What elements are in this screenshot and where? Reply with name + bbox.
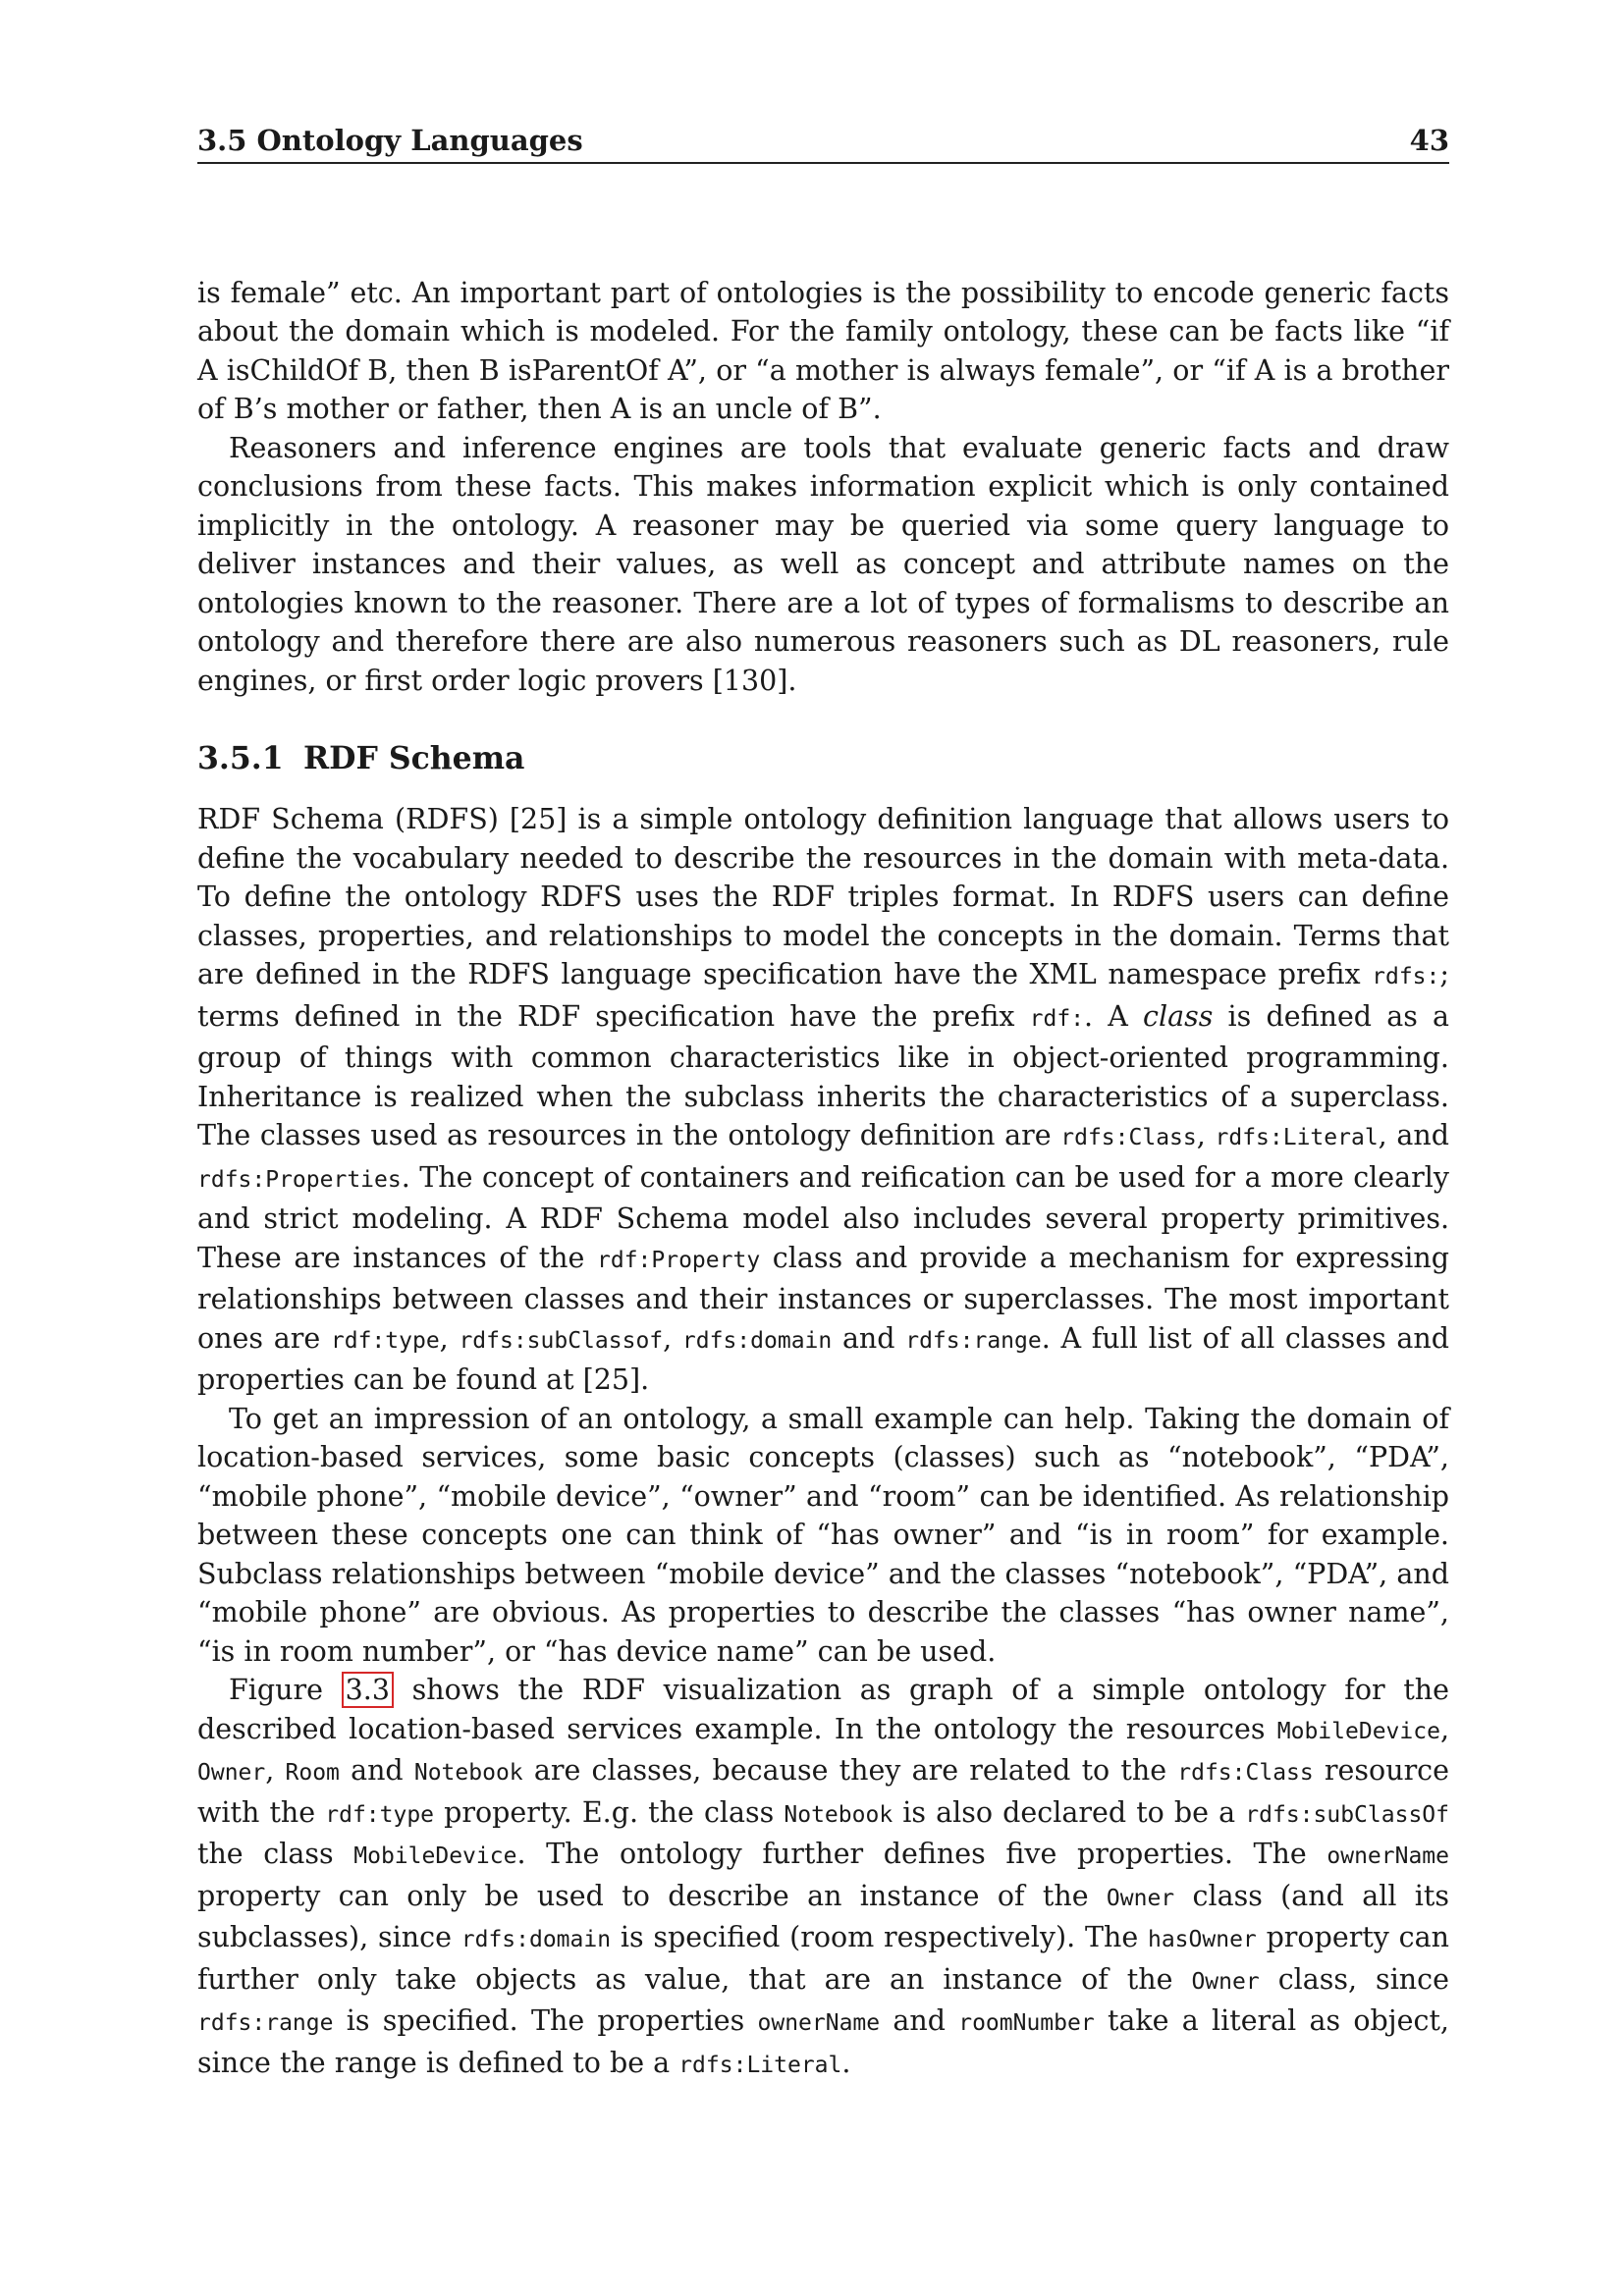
text-run: . [841, 2046, 851, 2079]
section-heading [197, 739, 1449, 778]
code-term: rdf:type [330, 1327, 440, 1354]
code-term: rdfs:domain [460, 1927, 612, 1953]
text-run: class, since [1259, 1962, 1449, 1996]
code-term: rdf: [1029, 1005, 1085, 1032]
text-run: property can only be used to describe an instance of the [197, 1879, 1107, 1912]
code-term: rdf:Property [597, 1247, 761, 1273]
code-term: rdfs:range [905, 1327, 1042, 1354]
text-run: , [1196, 1119, 1216, 1152]
text-run: Figure [229, 1674, 342, 1707]
code-term: Notebook [784, 1801, 893, 1828]
code-term: MobileDevice [1276, 1718, 1440, 1744]
code-term: Owner [1106, 1885, 1175, 1911]
code-term: rdfs:subClassOf [1245, 1801, 1449, 1828]
text-run: the class [197, 1838, 354, 1871]
text-run: class (and all its subclasses), since [197, 1879, 1449, 1954]
code-term: roomNumber [958, 2010, 1095, 2037]
text-run: class and provide a mechanism for expressing relationships between classes and their instances or superclasses. The most important ones are [197, 1241, 1449, 1355]
paragraph-2: Reasoners and inference engines are tools that evaluate generic facts and draw conclusions from these facts. This makes information explicit which is only contained implicitly in the ontology. A reasoner may be queried via some query language to deliver instances and their values, as well as concept and attribute names on the ontologies known to the reasoner. There are a lot of types of formalisms to describe an ontology and therefore there are also numerous reasoners such as DL reasoners, rule engines, or first order logic provers [130]. [197, 431, 1449, 697]
code-term: rdfs:Literal [678, 2052, 842, 2078]
text-run: and [832, 1321, 906, 1355]
text-run: RDF Schema (RDFS) [25] is a simple ontology definition language that allows users to define the vocabulary needed to describe the resources in the domain with meta-data. To define the ontology RDFS uses the RDF triples format. In RDFS users can define classes, properties, and relationships to model the concepts in the domain. Terms that are defined in the RDFS language specification have the XML namespace prefix [197, 803, 1449, 991]
page [197, 124, 1449, 2085]
text-run: is specified (room respectively). The [611, 1921, 1148, 1954]
code-term: rdfs:domain [681, 1327, 833, 1354]
text-run: shows the RDF visualization as graph of a simple ontology for the described location-based services example. In the ontology the resources [197, 1674, 1449, 1745]
text-run: , and [1378, 1119, 1449, 1152]
text-run: is specified. The properties [333, 2004, 758, 2038]
code-term: hasOwner [1147, 1927, 1257, 1953]
text-run: ; terms defined in the RDF specification have the prefix [197, 958, 1449, 1033]
text-run: . The concept of containers and reification can be used for a more clearly and strict modeling. A RDF Schema model also includes several property primitives. These are instances of the [197, 1160, 1449, 1274]
text-run: is also declared to be a [893, 1795, 1246, 1829]
code-term: Notebook [413, 1760, 523, 1787]
code-term: rdfs:Literal [1215, 1125, 1379, 1151]
text-run: and [339, 1754, 414, 1788]
text-run: and [880, 2004, 959, 2038]
paragraph-3 [197, 800, 1449, 1400]
text-run: . A [1084, 999, 1144, 1033]
code-term: rdfs:Class [1177, 1760, 1314, 1787]
text-run: , [663, 1321, 682, 1355]
page-number: 43 [1409, 124, 1449, 157]
body-text [197, 274, 1449, 2086]
figure-reference-link[interactable]: 3.3 [342, 1672, 394, 1708]
text-run: . The ontology further defines five properties. The [516, 1838, 1327, 1871]
code-term: rdf:type [325, 1801, 435, 1828]
text-run: . A full list of all classes and properties can be found at [25]. [197, 1321, 1449, 1397]
text-run: , [439, 1321, 460, 1355]
code-term: Owner [197, 1760, 266, 1787]
paragraph-4: To get an impression of an ontology, a small example can help. Taking the domain of location-based services, some basic concepts (classes) such as “notebook”, “PDA”, “mobile phone”, “mobile device”, “owner” and “room” can be identified. As relationship between these concepts one can think of “has owner” and “is in room” for example. Subclass relationships between “mobile device” and the classes “notebook”, “PDA”, and “mobile phone” are obvious. As properties to describe the classes “has owner name”, “is in room number”, or “has device name” can be used. [197, 1402, 1449, 1668]
code-term: rdfs:subClassof [459, 1327, 664, 1354]
running-header [197, 124, 1449, 164]
code-term: rdfs:Class [1060, 1125, 1197, 1151]
emphasis-term: class [1143, 999, 1214, 1033]
code-term: rdfs:range [197, 2010, 334, 2037]
code-term: Owner [1191, 1968, 1260, 1995]
text-run: are classes, because they are related to the [522, 1754, 1178, 1788]
section-title: RDF Schema [303, 740, 525, 777]
code-term: ownerName [1326, 1843, 1449, 1870]
paragraph-5 [197, 1671, 1449, 2085]
text-run: property. E.g. the class [434, 1795, 785, 1829]
text-run: is defined as a group of things with common characteristics like in object-oriented programming. Inheritance is realized when the subclass inherits the characteristics of a superclass. The classes used as resources in the ontology definition are [197, 999, 1450, 1152]
text-run: take a literal as object, since the range is defined to be a [197, 2004, 1449, 2079]
text-run: resource with the [197, 1754, 1450, 1829]
code-term: ownerName [757, 2010, 881, 2037]
header-section-title: 3.5 Ontology Languages [197, 124, 583, 157]
code-term: rdfs: [1372, 964, 1440, 990]
paragraph-1: is female” etc. An important part of ontologies is the possibility to encode generic facts about the domain which is modeled. For the family ontology, these can be facts like “if A isChildOf B, then B isParentOf A”, or “a mother is always female”, or “if A is a brother of B’s mother or father, then A is an uncle of B”. [197, 276, 1449, 426]
text-run: , [1439, 1712, 1449, 1745]
text-run: , [265, 1754, 286, 1788]
code-term: Room [285, 1760, 340, 1787]
text-run: property can further only take objects as value, that are an instance of the [197, 1921, 1449, 1996]
code-term: MobileDevice [353, 1843, 517, 1870]
code-term: rdfs:Properties [197, 1166, 402, 1193]
section-number: 3.5.1 [197, 740, 284, 777]
